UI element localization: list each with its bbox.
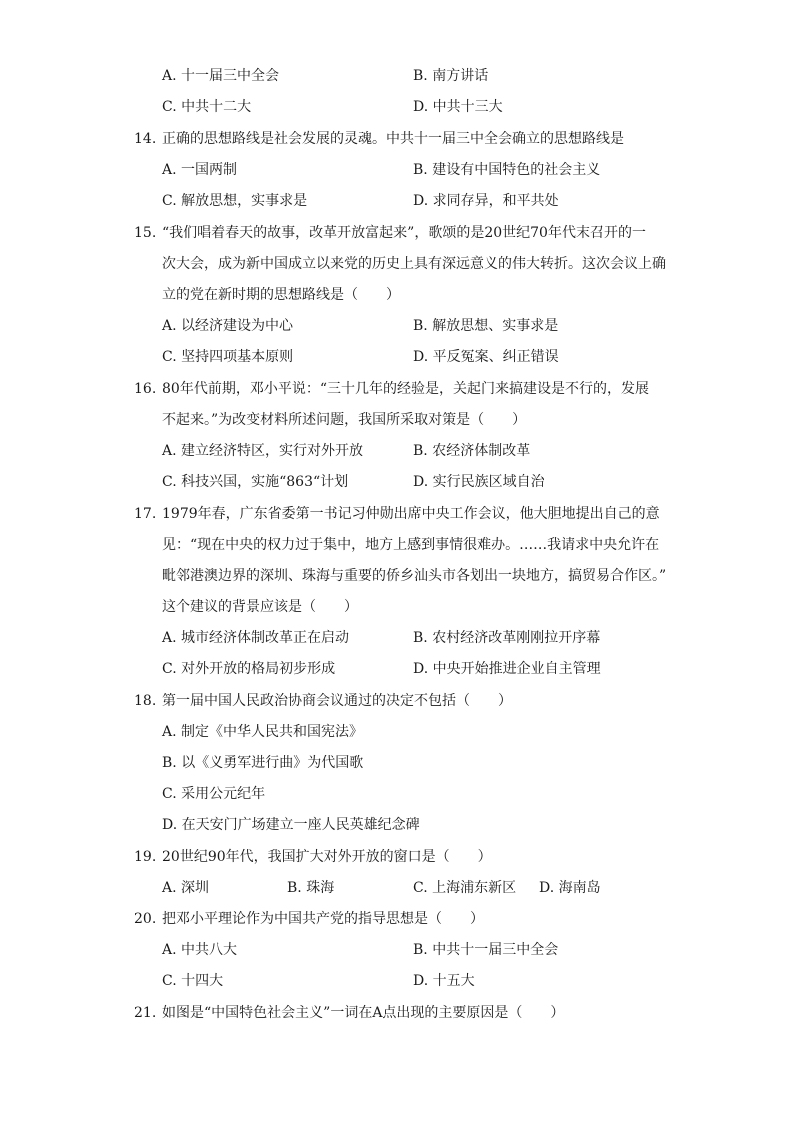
q21-stem: 如图是“中国特色社会主义”一词在A点出现的主要原因是（ ） <box>162 1005 565 1021</box>
q20-stem: 把邓小平理论作为中国共产党的指导思想是（ ） <box>162 911 484 927</box>
q13-option-c: C. 中共十二大 <box>162 99 252 115</box>
q19-option-a: A. 深圳 <box>162 880 210 896</box>
q16-stem-line-1: 80年代前期，邓小平说：“三十几年的经验是，关起门来搞建设是不行的，发展 <box>162 381 649 397</box>
q17-stem-line-2: 见：“现在中央的权力过于集中，地方上感到事情很难办。……我请求中央允许在 <box>162 537 660 553</box>
q14-option-d: D. 求同存异，和平共处 <box>413 193 559 209</box>
q17-stem-line-1: 1979年春，广东省委第一书记习仲勋出席中央工作会议，他大胆地提出自己的意 <box>162 506 660 522</box>
q17-stem-line-3: 毗邻港澳边界的深圳、珠海与重要的侨乡汕头市各划出一块地方，搞贸易合作区。” <box>162 568 667 584</box>
q18-option-c: C. 采用公元纪年 <box>162 786 266 802</box>
q17-option-c: C. 对外开放的格局初步形成 <box>162 661 336 677</box>
q20-option-d: D. 十五大 <box>413 973 475 989</box>
q19-option-d: D. 海南岛 <box>539 880 601 896</box>
q19-number: 19. <box>134 849 157 865</box>
q14-option-a: A. 一国两制 <box>162 162 238 178</box>
q15-option-b: B. 解放思想、实事求是 <box>413 318 559 334</box>
q16-option-d: D. 实行民族区域自治 <box>413 474 545 490</box>
q13-option-a: A. 十一届三中全会 <box>162 68 280 84</box>
q17-option-a: A. 城市经济体制改革正在启动 <box>162 630 350 646</box>
q20-number: 20. <box>134 911 157 927</box>
q18-option-d: D. 在天安门广场建立一座人民英雄纪念碑 <box>162 817 420 833</box>
q14-stem: 正确的思想路线是社会发展的灵魂。中共十一届三中全会确立的思想路线是 <box>162 131 624 147</box>
q19-option-b: B. 珠海 <box>287 880 335 896</box>
q18-option-a: A. 制定《中华人民共和国宪法》 <box>162 724 364 740</box>
q15-number: 15. <box>134 225 157 241</box>
q15-stem-line-2: 次大会，成为新中国成立以来党的历史上具有深远意义的伟大转折。这次会议上确 <box>162 256 666 272</box>
q20-option-a: A. 中共八大 <box>162 942 238 958</box>
q16-option-a: A. 建立经济特区，实行对外开放 <box>162 443 364 459</box>
q19-option-c: C. 上海浦东新区 <box>413 880 517 896</box>
q16-option-b: B. 农经济体制改革 <box>413 443 531 459</box>
q17-stem-line-4: 这个建议的背景应该是（ ） <box>162 599 358 615</box>
q15-stem-line-3: 立的党在新时期的思想路线是（ ） <box>162 287 400 303</box>
q13-option-b: B. 南方讲话 <box>413 68 489 84</box>
q14-option-b: B. 建设有中国特色的社会主义 <box>413 162 601 178</box>
q20-option-c: C. 十四大 <box>162 973 224 989</box>
q14-number: 14. <box>134 131 157 147</box>
q20-option-b: B. 中共十一届三中全会 <box>413 942 559 958</box>
q15-option-a: A. 以经济建设为中心 <box>162 318 294 334</box>
q17-option-b: B. 农村经济改革刚刚拉开序幕 <box>413 630 601 646</box>
q15-option-c: C. 坚持四项基本原则 <box>162 349 294 365</box>
q17-number: 17. <box>134 506 157 522</box>
q18-number: 18. <box>134 693 157 709</box>
q17-option-d: D. 中央开始推进企业自主管理 <box>413 661 601 677</box>
q15-option-d: D. 平反冤案、纠正错误 <box>413 349 559 365</box>
q15-stem-line-1: “我们唱着春天的故事，改革开放富起来”，歌颂的是20世纪70年代末召开的一 <box>162 225 646 241</box>
q19-stem: 20世纪90年代，我国扩大对外开放的窗口是（ ） <box>162 849 492 865</box>
q16-number: 16. <box>134 381 157 397</box>
q16-stem-line-2: 不起来。”为改变材料所述问题，我国所采取对策是（ ） <box>162 412 527 428</box>
q16-option-c: C. 科技兴国，实施“863“计划 <box>162 474 349 490</box>
q18-stem: 第一届中国人民政治协商会议通过的决定不包括（ ） <box>162 693 512 709</box>
q18-option-b: B. 以《义勇军进行曲》为代国歌 <box>162 755 364 771</box>
q14-option-c: C. 解放思想，实事求是 <box>162 193 308 209</box>
q21-number: 21. <box>134 1005 157 1021</box>
q13-option-d: D. 中共十三大 <box>413 99 503 115</box>
